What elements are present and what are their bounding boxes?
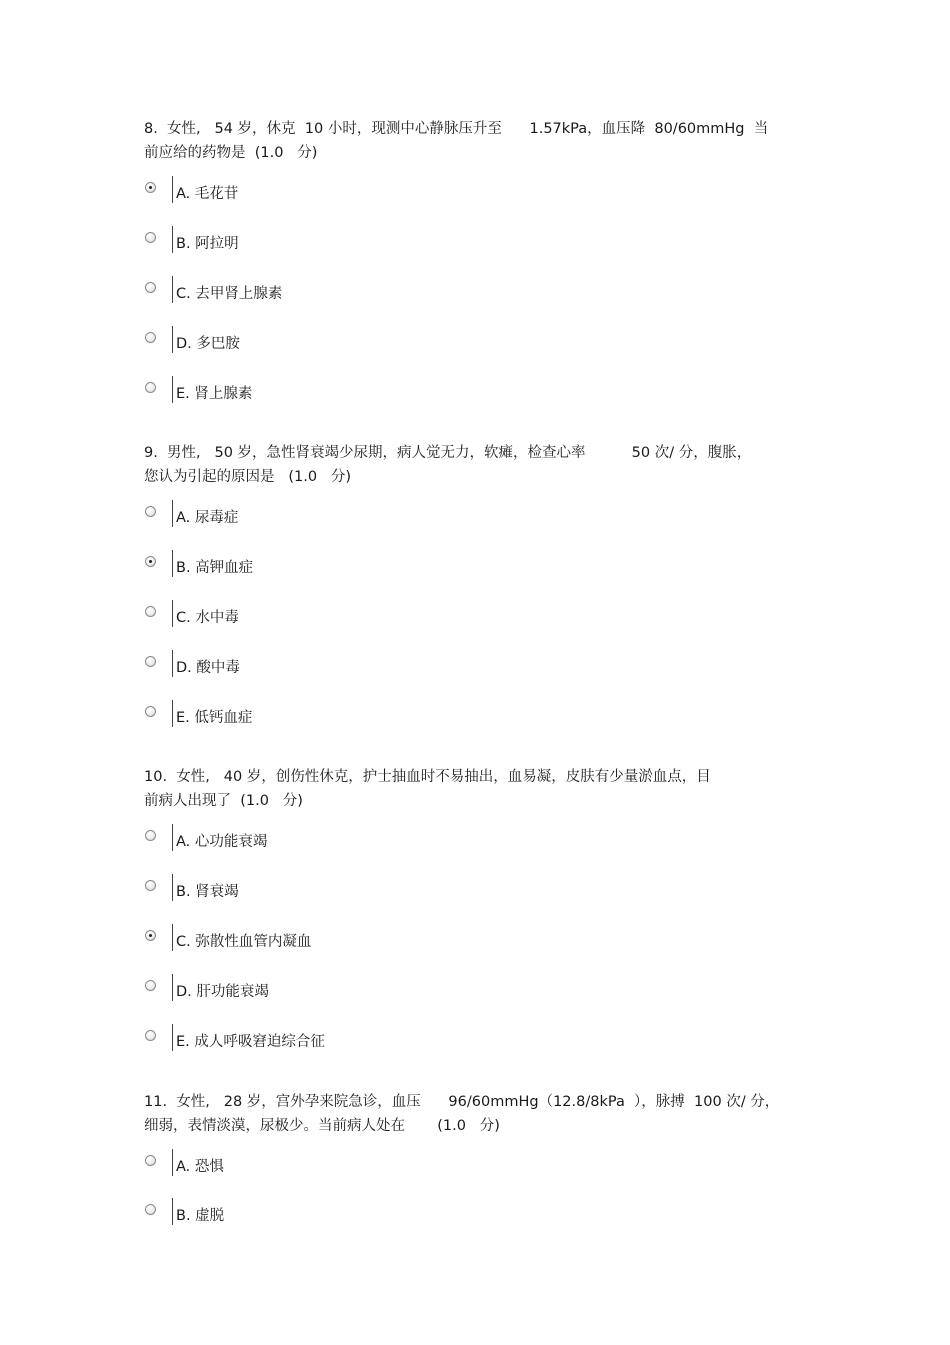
- option-9-a[interactable]: [0, 506, 600, 540]
- radio-button[interactable]: [145, 382, 156, 393]
- question-text: 10. 女性, 40 岁，创伤性休克，护士抽血时不易抽出，血易凝，皮肤有少量淤血点，目 前病人出现了 (1.0 分): [144, 769, 711, 809]
- radio-button[interactable]: [145, 282, 156, 293]
- divider: [172, 550, 173, 577]
- option-label: C. 去甲肾上腺素: [176, 286, 283, 302]
- divider: [172, 924, 173, 951]
- radio-button[interactable]: [145, 880, 156, 891]
- radio-button[interactable]: [145, 232, 156, 243]
- option-8-d[interactable]: [0, 332, 600, 366]
- option-label: B. 肾衰竭: [176, 884, 239, 900]
- radio-button[interactable]: [145, 1030, 156, 1041]
- option-label: E. 肾上腺素: [176, 386, 253, 402]
- radio-button[interactable]: [145, 506, 156, 517]
- radio-button[interactable]: [145, 332, 156, 343]
- option-8-b[interactable]: [0, 232, 600, 266]
- option-label: A. 心功能衰竭: [176, 834, 268, 850]
- option-11-b[interactable]: [0, 1204, 600, 1238]
- option-8-c[interactable]: [0, 282, 600, 316]
- option-10-d[interactable]: [0, 980, 600, 1014]
- divider: [172, 974, 173, 1001]
- question-text: 8. 女性, 54 岁，休克 10 小时，现测中心静脉压升至 1.57kPa，血压降 80/60mmHg 当 前应给的药物是 (1.0 分): [144, 121, 769, 161]
- radio-button[interactable]: [145, 830, 156, 841]
- question-text: 9. 男性, 50 岁，急性肾衰竭少尿期，病人觉无力，软瘫，检查心率 50 次/ 分，腹胀， 您认为引起的原因是 (1.0 分): [144, 445, 752, 485]
- divider: [172, 500, 173, 527]
- option-9-b[interactable]: [0, 556, 600, 590]
- option-label: A. 恐惧: [176, 1159, 224, 1175]
- divider: [172, 650, 173, 677]
- option-9-e[interactable]: [0, 706, 600, 740]
- divider: [172, 1024, 173, 1051]
- option-10-b[interactable]: [0, 880, 600, 914]
- option-label: C. 水中毒: [176, 610, 239, 626]
- option-label: E. 成人呼吸窘迫综合征: [176, 1034, 325, 1050]
- option-9-c[interactable]: [0, 606, 600, 640]
- radio-button-selected[interactable]: [145, 182, 156, 193]
- radio-button[interactable]: [145, 1155, 156, 1166]
- divider: [172, 376, 173, 403]
- option-label: D. 酸中毒: [176, 660, 240, 676]
- option-label: B. 高钾血症: [176, 560, 254, 576]
- option-10-c[interactable]: [0, 930, 600, 964]
- option-9-d[interactable]: [0, 656, 600, 690]
- option-8-e[interactable]: [0, 382, 600, 416]
- divider: [172, 326, 173, 353]
- divider: [172, 226, 173, 253]
- divider: [172, 1149, 173, 1176]
- divider: [172, 176, 173, 203]
- option-10-e[interactable]: [0, 1030, 600, 1064]
- option-label: B. 阿拉明: [176, 236, 239, 252]
- option-10-a[interactable]: [0, 830, 600, 864]
- question-text: 11. 女性, 28 岁，宫外孕来院急诊，血压 96/60mmHg（12.8/8kPa ），脉搏 100 次/ 分， 细弱，表情淡漠，尿极少。当前病人处在 (1.0 分): [144, 1094, 780, 1134]
- divider: [172, 1198, 173, 1225]
- radio-button[interactable]: [145, 606, 156, 617]
- option-8-a[interactable]: [0, 182, 600, 216]
- option-label: D. 肝功能衰竭: [176, 984, 269, 1000]
- divider: [172, 276, 173, 303]
- radio-button-selected[interactable]: [145, 930, 156, 941]
- divider: [172, 824, 173, 851]
- divider: [172, 700, 173, 727]
- option-label: E. 低钙血症: [176, 710, 253, 726]
- radio-button[interactable]: [145, 656, 156, 667]
- option-label: A. 毛花苷: [176, 186, 239, 202]
- radio-button[interactable]: [145, 706, 156, 717]
- option-label: A. 尿毒症: [176, 510, 239, 526]
- radio-button-selected[interactable]: [145, 556, 156, 567]
- divider: [172, 600, 173, 627]
- option-label: C. 弥散性血管内凝血: [176, 934, 312, 950]
- option-label: D. 多巴胺: [176, 336, 240, 352]
- option-label: B. 虚脱: [176, 1208, 225, 1224]
- radio-button[interactable]: [145, 1204, 156, 1215]
- radio-button[interactable]: [145, 980, 156, 991]
- option-11-a[interactable]: [0, 1155, 600, 1189]
- divider: [172, 874, 173, 901]
